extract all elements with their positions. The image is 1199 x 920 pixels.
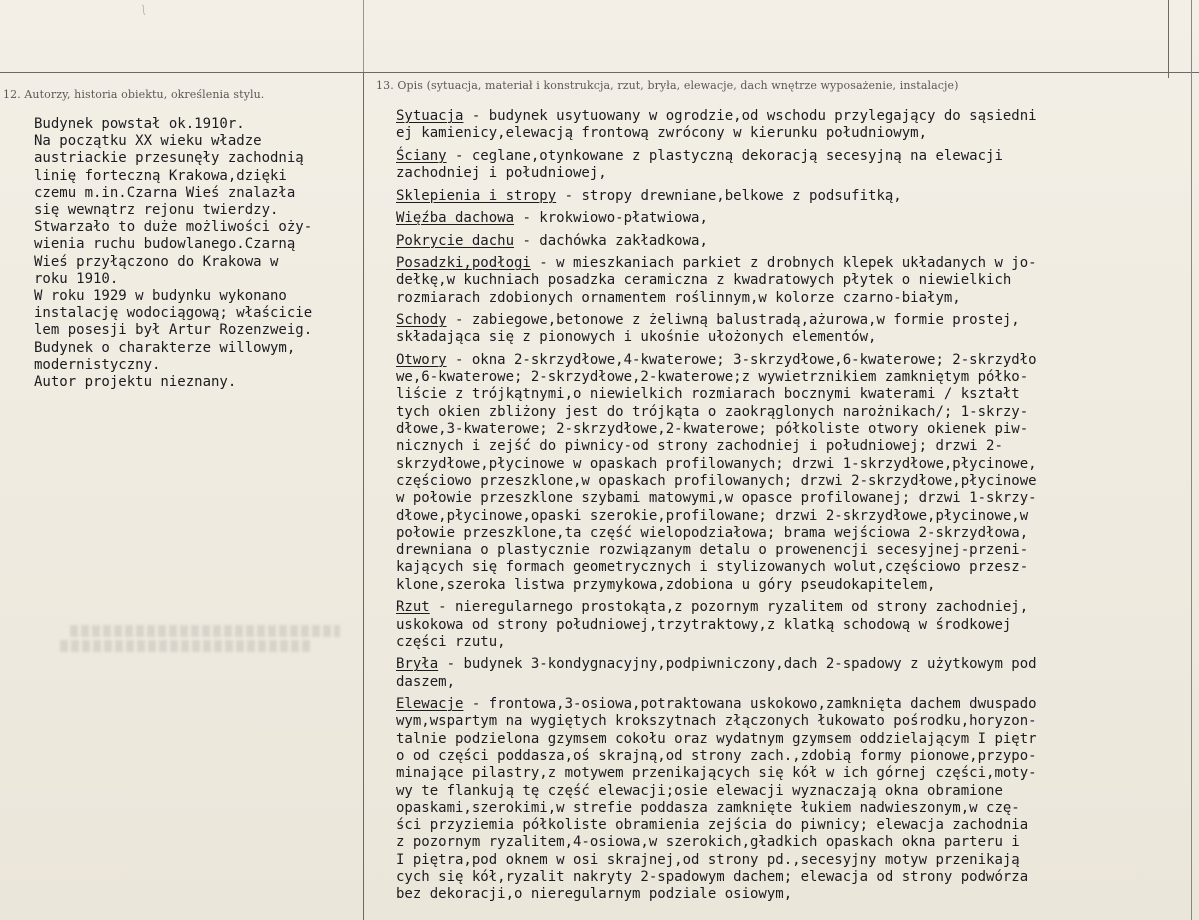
section-term: Bryła <box>396 656 439 673</box>
paragraph-line: połowie przeszklone,ta część wielopodziałowa; brama wejściowa 2-skrzydłowa, <box>396 524 1029 541</box>
description-paragraph <box>396 255 1186 307</box>
paragraph-text: - budynek usytuowany w ogrodzie,od wschodu przylegający do sąsiedni <box>463 108 1037 124</box>
paragraph-line: daszem, <box>396 673 456 690</box>
paragraph-text: - krokwiowo-płatwiowa, <box>514 210 708 227</box>
paragraph-first-line <box>396 255 1186 272</box>
paragraph-line: części rzutu, <box>396 633 506 650</box>
history-line: modernistyczny. <box>34 356 161 373</box>
paragraph-text: - ceglane,otynkowane z plastyczną dekoracją secesyjną na elewacji <box>446 147 1003 164</box>
history-line: Budynek powstał ok.1910r. <box>34 116 245 132</box>
paragraph-line: opaskami,szerokimi,w strefie poddasza zamknięte łukiem nadwieszonym,w czę- <box>396 799 1020 816</box>
section-term: Więźba dachowa <box>396 210 515 227</box>
right-margin-rule <box>1191 0 1192 920</box>
history-line: Stwarzało to duże możliwości oży- <box>34 219 313 236</box>
paragraph-line: nicznych i zejść do piwnicy-od strony zachodniej i południowej; drzwi 2- <box>396 438 1003 455</box>
description-paragraph <box>396 188 1186 205</box>
history-line: linię forteczną Krakowa,dzięki <box>34 167 287 184</box>
paragraph-line: talnie podzielona gzymsem cokołu oraz wydatnym gzymsem oddzielającym I piętr <box>396 730 1037 747</box>
paragraph-line: dłowe,płycinowe,opaski szerokie,profilowane; drzwi 2-skrzydłowe,płycinowe,w <box>396 507 1029 524</box>
history-line: austriackie przesunęły zachodnią <box>34 150 304 167</box>
history-text <box>34 116 354 391</box>
paragraph-line: liście z trójkątnymi,o niewielkich rozmiarach bocznymi kwaterami / kształt <box>396 386 1020 403</box>
paragraph-line: dłowe,3-kwaterowe; 2-skrzydłowe,2-kwaterowe; półkoliste otwory okienek piw- <box>396 421 1029 438</box>
paragraph-text: - budynek 3-kondygnacyjny,podpiwniczony,dach 2-spadowy z użytkowym pod <box>438 656 1037 673</box>
paragraph-line: cych się kół,ryzalit nakryty 2-spadowym dachem; elewacja od strony podwórza <box>396 869 1029 886</box>
description-paragraph <box>396 696 1186 904</box>
paragraph-text: - stropy drewniane,belkowe z podsufitką, <box>556 187 902 204</box>
description-paragraph <box>396 108 1186 143</box>
history-line: W roku 1929 w budynku wykonano <box>34 288 287 305</box>
paragraph-first-line <box>396 696 1186 713</box>
paragraph-line: klone,szeroka listwa przymykowa,zdobiona u góry pseudokapitelem, <box>396 576 936 593</box>
section-term: Sytuacja <box>396 108 464 124</box>
section-term: Pokrycie dachu <box>396 232 515 249</box>
paragraph-line: w połowie przeszklone szybami matowymi,w opasce profilowanej; drzwi 1-skrzy- <box>396 490 1037 507</box>
paragraph-first-line <box>396 108 1186 125</box>
paragraph-line: minające pilastry,z motywem przenikających się kół w ich górnej części,moty- <box>396 765 1037 782</box>
description-paragraph <box>396 148 1186 183</box>
paragraph-first-line <box>396 656 1186 673</box>
right-edge-rule <box>1168 0 1169 78</box>
paragraph-line: o od części poddasza,oś skrajną,od strony zach.,zdobią formy pionowe,przypo- <box>396 747 1037 764</box>
section-12-header: 12. Autorzy, historia obiektu, określenia stylu. <box>3 88 265 101</box>
section-term: Elewacje <box>396 696 464 713</box>
paragraph-text: - okna 2-skrzydłowe,4-kwaterowe; 3-skrzydłowe,6-kwaterowe; 2-skrzydło <box>446 351 1037 368</box>
history-line: wienia ruchu budowlanego.Czarną <box>34 236 296 253</box>
history-line: Budynek o charakterze willowym, <box>34 339 296 356</box>
paragraph-line: wym,wspartym na wygiętych krokszytnach złączonych łukowato pośrodku,horyzon- <box>396 713 1037 730</box>
paragraph-line: kających się formach geometrycznych i stylizowanych wolut,częściowo przesz- <box>396 559 1029 576</box>
history-line: się wewnątrz rejonu twierdzy. <box>34 202 279 219</box>
column-divider <box>363 72 364 920</box>
paragraph-text: - dachówka zakładkowa, <box>514 232 708 249</box>
history-line: czemu m.in.Czarna Wieś znalazła <box>34 184 296 201</box>
paragraph-first-line <box>396 352 1186 369</box>
history-line: Autor projektu nieznany. <box>34 374 237 391</box>
description-text <box>396 108 1186 909</box>
history-line: roku 1910. <box>34 270 119 287</box>
paragraph-line: uskokowa od strony południowej,trzytraktowy,z klatką schodową w środkowej <box>396 616 1012 633</box>
section-term: Posadzki,podłogi <box>396 255 531 272</box>
paragraph-first-line <box>396 233 1186 250</box>
description-paragraph <box>396 233 1186 250</box>
section-term: Ściany <box>396 147 447 164</box>
section-term: Rzut <box>396 599 430 616</box>
paragraph-line: wy te flankują tę część elewacji;osie elewacji wyznaczają okna obramione <box>396 782 1003 799</box>
paragraph-line: ści przyziemia półkoliste obramienia zejścia do piwnicy; elewacja zachodnia <box>396 817 1029 834</box>
bleed-through-mark <box>60 640 310 652</box>
section-term: Schody <box>396 312 447 329</box>
paragraph-line: I piętra,pod oknem w osi skrajnej,od strony pd.,secesyjny motyw przenikają <box>396 851 1020 868</box>
paragraph-first-line <box>396 188 1186 205</box>
paragraph-line: tych okien zbliżony jest do trójkąta o zaokrąglonych narożnikach/; 1-skrzy- <box>396 403 1029 420</box>
paragraph-text: - frontowa,3-osiowa,potraktowana uskokowo,zamknięta dachem dwuspado <box>463 696 1037 713</box>
paragraph-text: - zabiegowe,betonowe z żeliwną balustradą,ażurowa,w formie prostej, <box>446 312 1020 329</box>
paragraph-first-line <box>396 148 1186 165</box>
section-13-header: 13. Opis (sytuacja, materiał i konstrukcja, rzut, bryła, elewacje, dach wnętrze wyposażenie, instalacje) <box>376 79 959 92</box>
section-term: Sklepienia i stropy <box>396 187 557 204</box>
paragraph-line: dełkę,w kuchniach posadzka ceramiczna z kwadratowych płytek o niewielkich <box>396 272 1012 289</box>
description-paragraph <box>396 312 1186 347</box>
history-line: Wieś przyłączono do Krakowa w <box>34 253 279 270</box>
description-paragraph <box>396 656 1186 691</box>
description-paragraph <box>396 599 1186 651</box>
paragraph-line: we,6-kwaterowe; 2-skrzydłowe,2-kwaterowe;z wywietrznikiem zamkniętym półko- <box>396 369 1029 386</box>
paragraph-line: ej kamienicy,elewacją frontową zwrócony w kierunku południowym, <box>396 125 928 142</box>
paragraph-text: - w mieszkaniach parkiet z drobnych klepek układanych w jo- <box>530 255 1037 272</box>
paragraph-line: bez dekoracji,o nieregularnym podziale osiowym, <box>396 886 793 903</box>
paragraph-line: składająca się z pionowych i ukośnie ułożonych elementów, <box>396 329 877 346</box>
description-paragraph <box>396 352 1186 594</box>
history-line: Na początku XX wieku władze <box>34 133 262 150</box>
paragraph-line: drewniana o plastycznie rozwiązanym detalu o prowenencji secesyjnej-przeni- <box>396 542 1029 559</box>
paper-mark <box>140 4 148 16</box>
paragraph-line: rozmiarach zdobionych ornamentem roślinnym,w kolorze czarno-białym, <box>396 289 961 306</box>
bleed-through-mark <box>70 625 340 637</box>
description-paragraph <box>396 210 1186 227</box>
paragraph-line: z pozornym ryzalitem,4-osiowa,w szerokich,gładkich opaskach okna parteru i <box>396 834 1020 851</box>
paragraph-first-line <box>396 599 1186 616</box>
paragraph-first-line <box>396 210 1186 227</box>
history-line: lem posesji był Artur Rozenzweig. <box>34 322 313 339</box>
paragraph-text: - nieregularnego prostokąta,z pozornym ryzalitem od strony zachodniej, <box>429 599 1029 616</box>
paragraph-line: zachodniej i południowej, <box>396 165 607 182</box>
top-tick <box>363 0 364 72</box>
top-rule <box>0 72 1199 73</box>
paragraph-line: częściowo przeszklone,w opaskach profilowanych; drzwi 2-skrzydłowe,płycinowe <box>396 472 1037 489</box>
section-term: Otwory <box>396 351 447 368</box>
paragraph-line: skrzydłowe,płycinowe w opaskach profilowanych; drzwi 1-skrzydłowe,płycinowe, <box>396 455 1037 472</box>
history-line: instalację wodociągową; właścicie <box>34 305 313 322</box>
paragraph-first-line <box>396 312 1186 329</box>
